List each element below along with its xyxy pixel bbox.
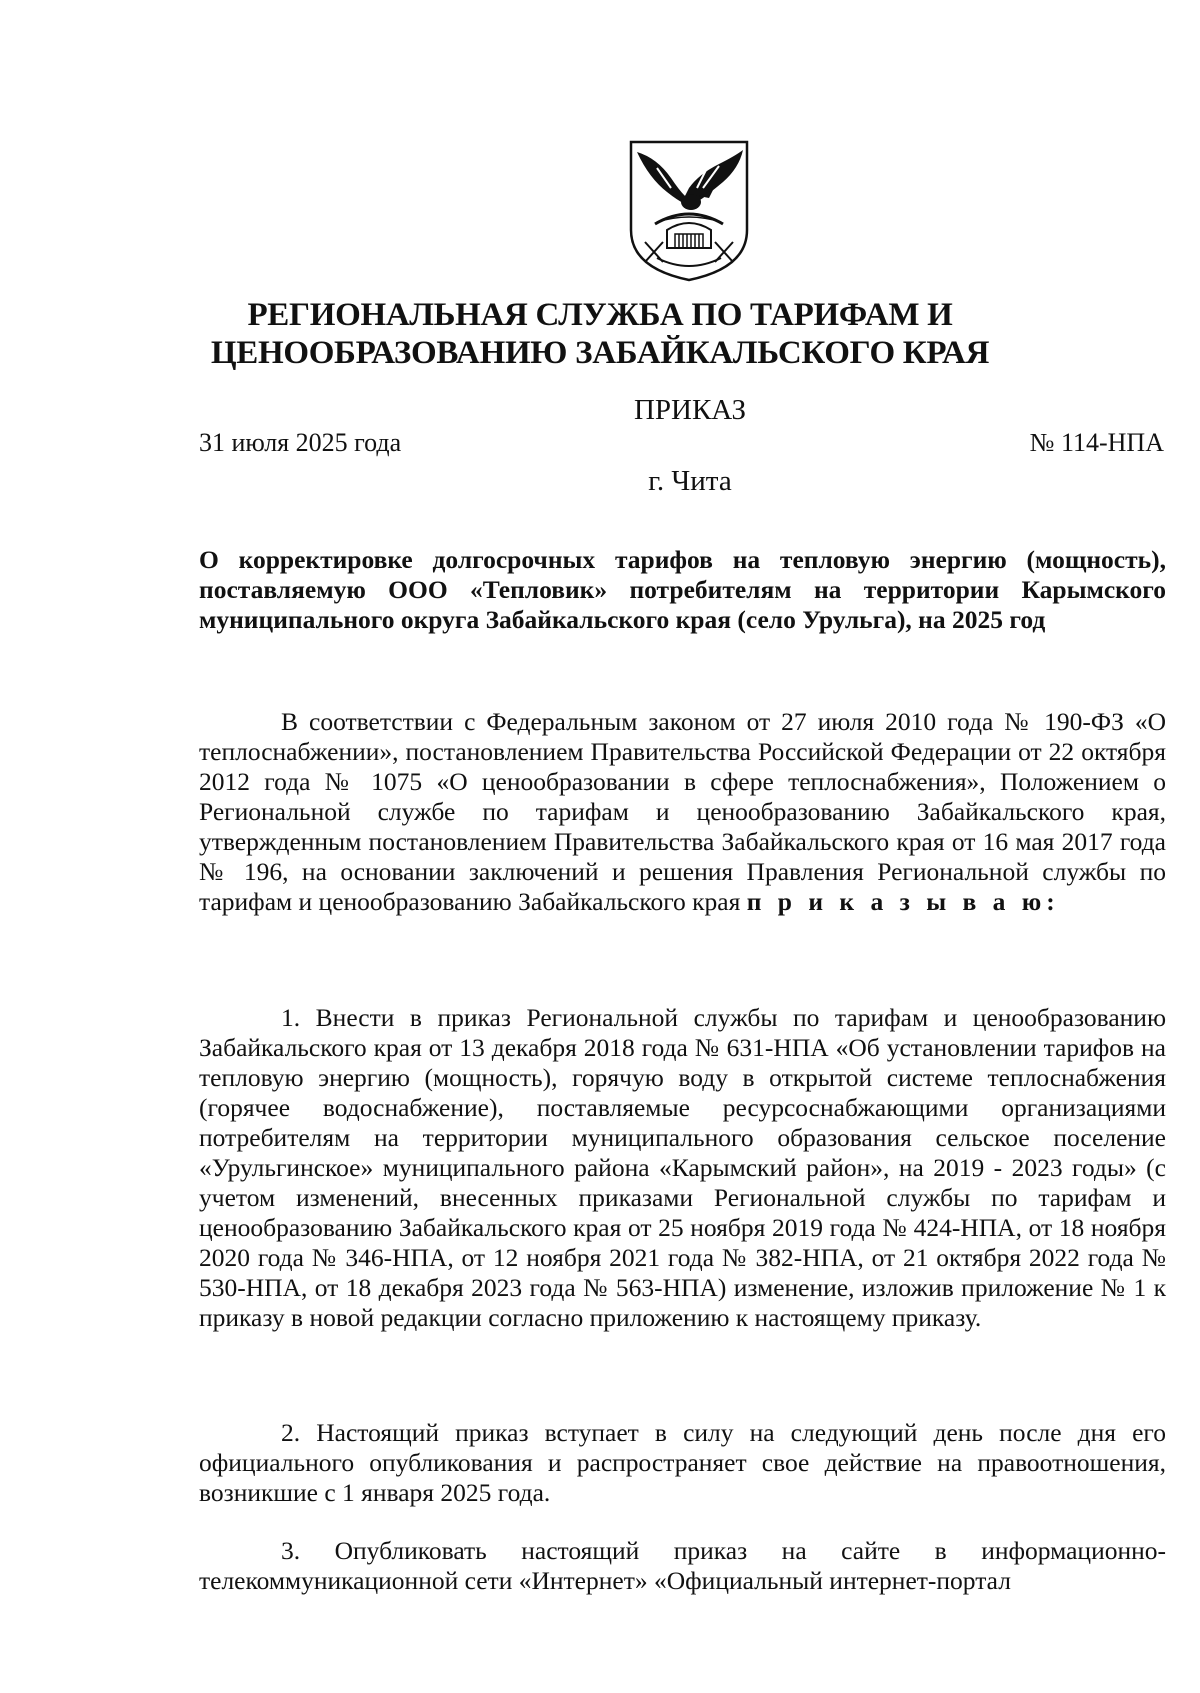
document-date: 31 июля 2025 года	[199, 428, 402, 457]
clause-2	[199, 1418, 1166, 1508]
coat-of-arms-icon	[627, 138, 751, 284]
clause-1-text: 1. Внести в приказ Региональной службы по тарифам и ценообразованию Забайкальского края от 13 декабря 2018 года № 631-НПА «Об установлении тарифов на тепловую энергию (мощность), горячую воду в открытой системе теплоснабжения (горячее водоснабжение), поставляемые ресурсоснабжающими организациями потребителям на территории муниципального образования сельское поселение «Урульгинское» муниципального района «Карымский район», на 2019 - 2023 годы» (с учетом изменений, внесенных приказами Региональной службы по тарифам и ценообразованию Забайкальского края от 25 ноября 2019 года № 424-НПА, от 18 ноября 2020 года № 346-НПА, от 12 ноября 2021 года № 382-НПА, от 21 октября 2022 года № 530-НПА, от 18 декабря 2023 года № 563-НПА) изменение, изложив приложение № 1 к приказу в новой редакции согласно приложению к настоящему приказу.	[199, 1003, 1166, 1332]
clause-1	[199, 1003, 1166, 1333]
clause-3-text: 3. Опубликовать настоящий приказ на сайте в информационно-телекоммуникационной сети «Интернет» «Официальный интернет-портал	[199, 1536, 1166, 1595]
document-city: г. Чита	[648, 465, 732, 497]
preamble-paragraph	[199, 707, 1166, 917]
document-type: ПРИКАЗ	[633, 394, 747, 426]
document-number: № 114-НПА	[1029, 428, 1164, 457]
clause-3	[199, 1536, 1166, 1596]
organization-title-line-1: РЕГИОНАЛЬНАЯ СЛУЖБА ПО ТАРИФАМ И	[247, 297, 953, 333]
preamble-text: В соответствии с Федеральным законом от 27 июля 2010 года № 190-ФЗ «О теплоснабжении», постановлением Правительства Российской Федерации от 22 октября 2012 года № 1075 «О ценообразовании в сфере теплоснабжения», Положением о Региональной службе по тарифам и ценообразованию Забайкальского края, утвержденным постановлением Правительства Забайкальского края от 16 мая 2017 года № 196, на основании заключений и решения Правления Региональной службы по тарифам и ценообразованию Забайкальского края	[199, 707, 1166, 916]
document-subject: О корректировке долгосрочных тарифов на тепловую энергию (мощность), поставляемую ООО «Тепловик» потребителям на территории Карымского муниципального округа Забайкальского края (село Урульга), на 2025 год	[199, 545, 1166, 634]
order-keyword: п р и к а з ы в а ю:	[746, 887, 1060, 916]
clause-2-text: 2. Настоящий приказ вступает в силу на следующий день после дня его официального опубликования и распространяет свое действие на правоотношения, возникшие с 1 января 2025 года.	[199, 1418, 1166, 1507]
organization-title	[150, 296, 1050, 372]
organization-title-line-2: ЦЕНООБРАЗОВАНИЮ ЗАБАЙКАЛЬСКОГО КРАЯ	[210, 335, 990, 371]
